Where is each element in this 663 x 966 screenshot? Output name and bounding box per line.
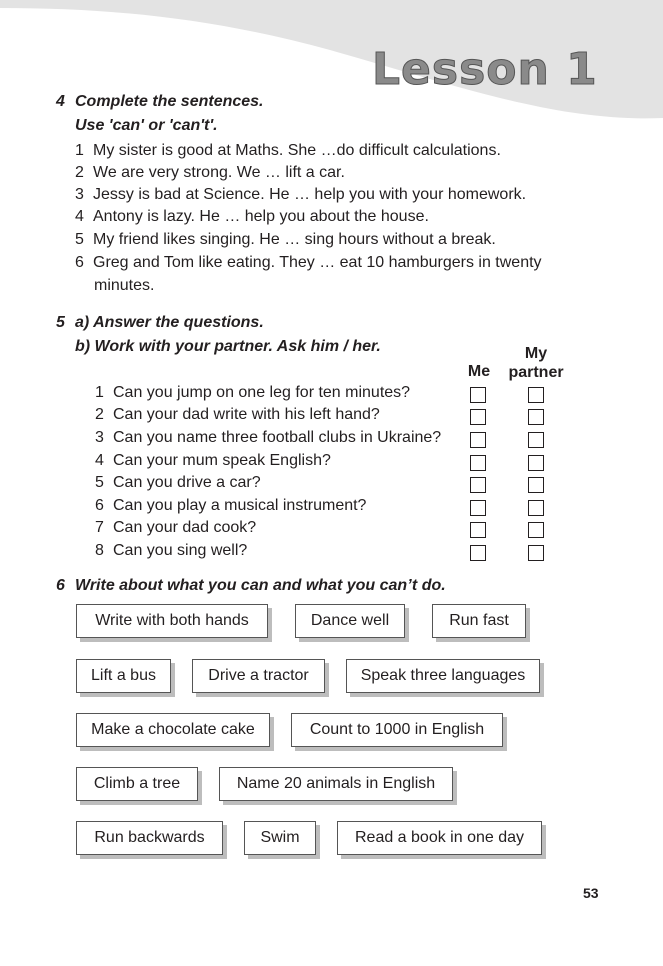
checkbox-partner-q7[interactable]	[528, 522, 544, 538]
checkbox-me-q4[interactable]	[470, 455, 486, 471]
checkbox-partner-q5[interactable]	[528, 477, 544, 493]
column-header-me: Me	[467, 363, 491, 380]
activity-chip: Name 20 animals in English	[219, 767, 453, 801]
question-item: 7 Can your dad cook?	[95, 519, 257, 536]
exercise-6-number: 6	[56, 577, 65, 594]
checkbox-partner-q3[interactable]	[528, 432, 544, 448]
checkbox-me-q3[interactable]	[470, 432, 486, 448]
checkbox-me-q1[interactable]	[470, 387, 486, 403]
exercise-4-subtitle: Use 'can' or 'can't'.	[75, 117, 218, 134]
activity-chip: Drive a tractor	[192, 659, 325, 693]
checkbox-me-q2[interactable]	[470, 409, 486, 425]
activity-chip: Dance well	[295, 604, 405, 638]
sentence-item: 3 Jessy is bad at Science. He … help you with your homework.	[75, 186, 527, 203]
exercise-6-heading	[56, 577, 446, 595]
activity-chip: Make a chocolate cake	[76, 713, 270, 747]
exercise-4-number: 4	[56, 93, 65, 110]
activity-chip: Read a book in one day	[337, 821, 542, 855]
column-header-partner: My partner	[508, 345, 564, 381]
exercise-5-title: a) Answer the questions.	[75, 314, 264, 331]
lesson-title: Lesson 1	[372, 44, 598, 95]
question-item: 3 Can you name three football clubs in Ukraine?	[95, 429, 442, 446]
checkbox-me-q6[interactable]	[470, 500, 486, 516]
question-item: 1 Can you jump on one leg for ten minutes?	[95, 384, 411, 401]
checkbox-me-q7[interactable]	[470, 522, 486, 538]
checkbox-partner-q6[interactable]	[528, 500, 544, 516]
question-item: 2 Can your dad write with his left hand?	[95, 406, 380, 423]
exercise-5-subtitle: b) Work with your partner. Ask him / her.	[75, 338, 381, 355]
activity-chip: Climb a tree	[76, 767, 198, 801]
exercise-6-title: Write about what you can and what you can’t do.	[75, 577, 446, 594]
exercise-4-heading	[56, 93, 264, 111]
sentence-item: 6 Greg and Tom like eating. They … eat 10 hamburgers in twenty	[75, 254, 542, 271]
sentence-item: 5 My friend likes singing. He … sing hours without a break.	[75, 231, 496, 248]
sentence-continuation: minutes.	[94, 277, 155, 294]
question-item: 4 Can your mum speak English?	[95, 452, 331, 469]
activity-chip: Speak three languages	[346, 659, 540, 693]
activity-chip: Lift a bus	[76, 659, 171, 693]
activity-chip: Write with both hands	[76, 604, 268, 638]
exercise-5-number: 5	[56, 314, 65, 331]
question-item: 5 Can you drive a car?	[95, 474, 261, 491]
activity-chip: Swim	[244, 821, 316, 855]
exercise-4-title: Complete the sentences.	[75, 93, 264, 110]
activity-chip: Run fast	[432, 604, 526, 638]
sentence-item: 2 We are very strong. We … lift a car.	[75, 164, 345, 181]
checkbox-partner-q8[interactable]	[528, 545, 544, 561]
sentence-item: 1 My sister is good at Maths. She …do difficult calculations.	[75, 142, 501, 159]
question-item: 6 Can you play a musical instrument?	[95, 497, 367, 514]
activity-chip: Run backwards	[76, 821, 223, 855]
activity-chip: Count to 1000 in English	[291, 713, 503, 747]
page-number: 53	[583, 885, 599, 901]
exercise-5-heading	[56, 314, 264, 332]
checkbox-partner-q4[interactable]	[528, 455, 544, 471]
sentence-item: 4 Antony is lazy. He … help you about the house.	[75, 208, 429, 225]
checkbox-partner-q1[interactable]	[528, 387, 544, 403]
checkbox-me-q5[interactable]	[470, 477, 486, 493]
question-item: 8 Can you sing well?	[95, 542, 248, 559]
checkbox-me-q8[interactable]	[470, 545, 486, 561]
checkbox-partner-q2[interactable]	[528, 409, 544, 425]
